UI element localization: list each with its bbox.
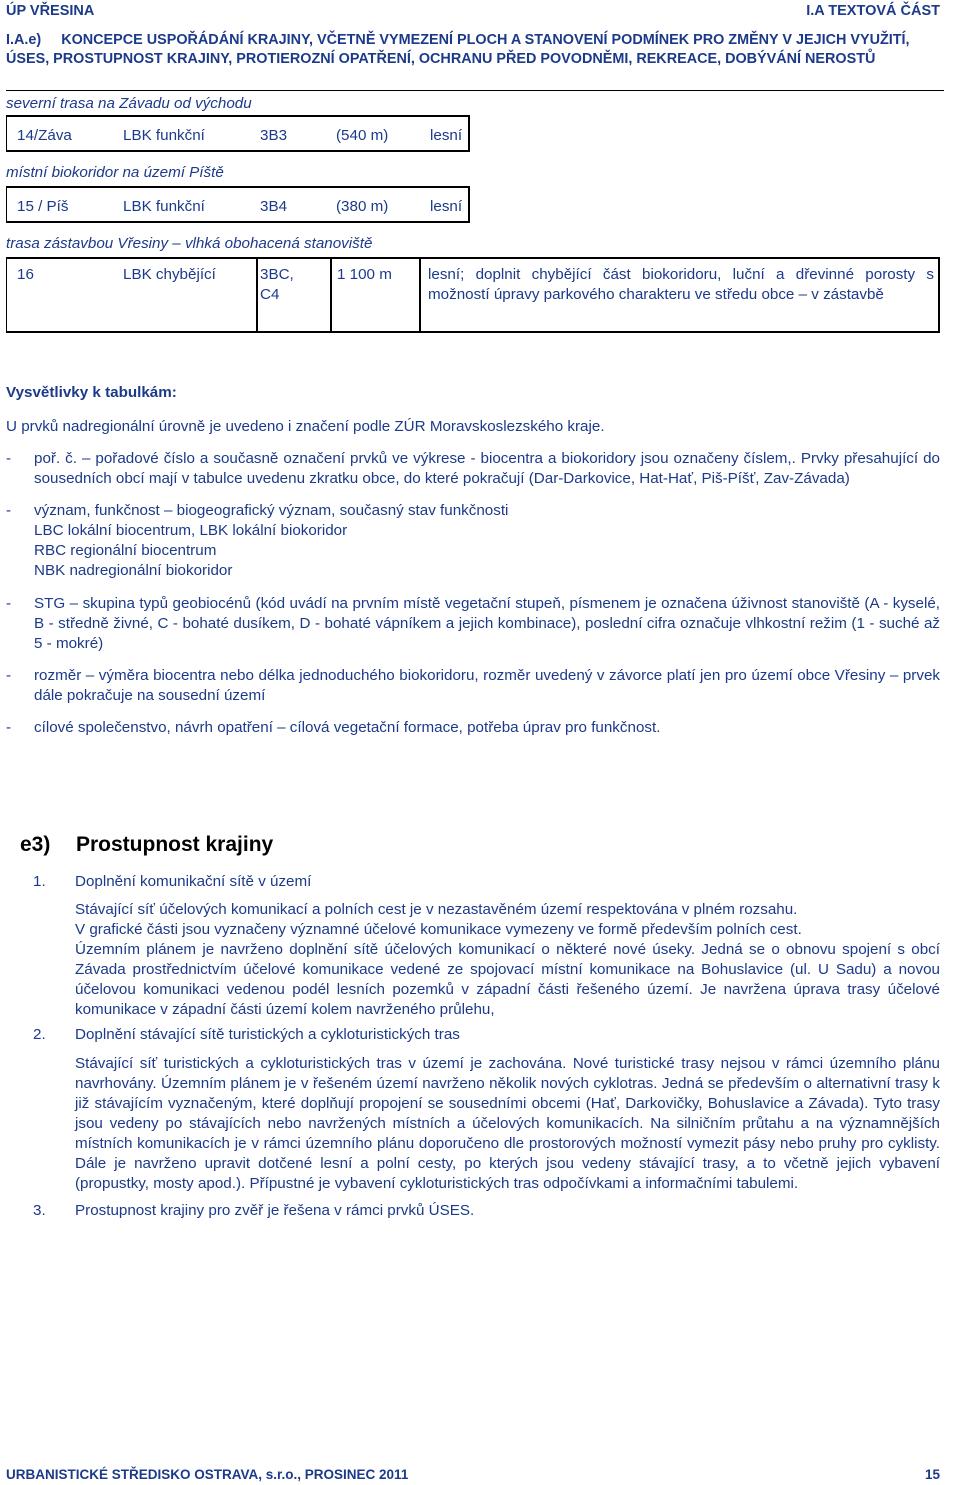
list-item-paragraph: Stávající síť účelových komunikací a polních cest je v nezastavěném území respektována v plném rozsahu. xyxy=(75,901,798,919)
cell-stg: 3B3 xyxy=(260,127,288,144)
legend-abbrev: RBC regionální biocentrum xyxy=(34,542,217,560)
section-label: e3) xyxy=(20,833,51,856)
list-dash: - xyxy=(6,450,12,468)
cell-target: lesní xyxy=(430,127,463,144)
e3-list xyxy=(6,872,940,1221)
uses-table xyxy=(6,93,940,333)
list-number: 2. xyxy=(33,1026,46,1044)
legend-item xyxy=(6,594,940,654)
header-divider xyxy=(6,90,944,91)
table-legend xyxy=(6,383,940,738)
chapter-title: KONCEPCE USPOŘÁDÁNÍ KRAJINY, VČETNĚ VYMEZENÍ PLOCH A STANOVENÍ PODMÍNEK PRO ZMĚNY V JEJICH VYUŽITÍ, ÚSES, PROSTUPNOST KRAJINY, PROTIEROZNÍ OPATŘENÍ, OCHRANU PŘED POVODNĚMI, REKREACE, DOBÝVÁNÍ NEROSTŮ xyxy=(6,32,910,68)
list-item-paragraph: Územním plánem je navrženo doplnění sítě účelových komunikací o některé nové úseky. Jedná se o obnovu spojení s obcí Závada prostřednictvím účelové komunikace vedené ze spojovací místní komunikace na Bohuslavice (ul. U Sadu) a novou účelovou komunikaci vedenou podél lesních pozemků v západní části řešeného území. Je navržena úprava trasy účelové komunikace v západní části území kolem navrženého průlehu, xyxy=(75,941,940,1019)
cell-size: (380 m) xyxy=(336,198,389,215)
column-divider xyxy=(256,257,258,333)
list-dash: - xyxy=(6,666,12,684)
list-item-heading: Doplnění stávající sítě turistických a cykloturistických tras xyxy=(75,1026,460,1044)
list-item xyxy=(6,1201,940,1221)
table-section-title: místní biokoridor na území Píště xyxy=(6,164,224,181)
cell-type: LBK funkční xyxy=(123,127,205,144)
chapter-id: I.A.e) xyxy=(6,32,42,48)
table-section-title: trasa zástavbou Vřesiny – vlhká obohacená stanoviště xyxy=(6,235,373,252)
cell-type: LBK funkční xyxy=(123,198,205,215)
legend-item-text: rozměr – výměra biocentra nebo délka jednoduchého biokoridoru, rozměr uvedený v závorce platí jen pro území obce Vřesiny – prvek dále pokračuje na sousední území xyxy=(34,666,940,704)
legend-item-text: STG – skupina typů geobiocénů (kód uvádí na prvním místě vegetační stupeň, písmenem je označena úživnost stanoviště (A - kyselé, B - středně živné, C - bohaté dusíkem, D - bohaté vápníkem a jejich kombinace), poslední cifra označuje vlhkostní režim (1 - suché až 5 - mokré) xyxy=(34,594,940,652)
legend-item-text: poř. č. – pořadové číslo a současně označení prvků ve výkrese - biocentra a biokoridory jsou označeny číslem,. Prvky přesahující do sousedních obcí mají v tabulce uvedenu zkratku obce, do které pokračují (Dar-Darkovice, Hat-Hať, Piš-Píšť, Zav-Závada) xyxy=(34,450,940,488)
legend-item xyxy=(6,501,940,581)
table-section-title: severní trasa na Závadu od východu xyxy=(6,95,252,112)
table-row xyxy=(6,186,470,223)
legend-title: Vysvětlivky k tabulkám: xyxy=(6,384,177,401)
list-item-heading: Doplnění komunikační sítě v území xyxy=(75,873,312,890)
cell-number: 16 xyxy=(17,266,34,283)
legend-intro: U prvků nadregionální úrovně je uvedeno i značení podle ZÚR Moravskoslezského kraje. xyxy=(6,418,605,436)
cell-target: lesní xyxy=(430,198,463,215)
legend-item xyxy=(6,666,940,706)
cell-size: (540 m) xyxy=(336,127,389,144)
column-divider xyxy=(419,257,421,333)
table-row xyxy=(6,257,940,333)
section-title: Prostupnost krajiny xyxy=(76,833,274,856)
list-dash: - xyxy=(6,594,12,612)
legend-abbrev: LBC lokální biocentrum, LBK lokální biokoridor xyxy=(34,522,348,540)
list-number: 3. xyxy=(33,1201,46,1219)
cell-size: 1 100 m xyxy=(337,266,392,283)
page-number: 15 xyxy=(924,1467,940,1482)
list-item-paragraph: V grafické části jsou vyznačeny významné účelové komunikace vymezeny ve formě především polních cest. xyxy=(75,921,802,939)
table-row xyxy=(6,115,470,152)
cell-type: LBK chybějící xyxy=(123,266,216,283)
list-item-paragraph: Stávající síť turistických a cykloturistických tras v území je zachována. Nové turistické trasy nejsou v rámci územního plánu navrhovány. Územním plánem je v řešeném území navrženo několik nových cyklotras. Jedná se především o alternativní trasy k již stávajícím vyznačeným, které doplňují propojení se sousedními obcemi (Hať, Darkovičky, Bohuslavice a Závada). Tyto trasy jsou vedeny po stávajících nebo navržených místních a účelových komunikacích. Na silničním průtahu a na významnějších místních komunikacích je v rámci územního plánu doporučeno dle prostorových možností vymezit pásy nebo pruhy pro cyklisty. Dále je navrženo upravit dotčené lesní a polní cesty, po kterých jsou vedeny stávající trasy, a to včetně jejich vybavení (propustky, mosty apod.). Přípustné je vybavení cykloturistických tras odpočívkami a informačními tabulemi. xyxy=(75,1054,940,1192)
header-document-name: ÚP VŘESINA xyxy=(6,3,95,19)
cell-number: 14/Záva xyxy=(17,127,72,144)
list-dash: - xyxy=(6,502,12,520)
cell-stg: 3BC, C4 xyxy=(260,266,294,304)
list-item xyxy=(6,1025,940,1194)
cell-number: 15 / Píš xyxy=(17,198,69,215)
footer-organization: URBANISTICKÉ STŘEDISKO OSTRAVA, s.r.o., PROSINEC 2011 xyxy=(6,1467,409,1482)
cell-stg: 3B4 xyxy=(260,198,288,215)
legend-item xyxy=(6,449,940,489)
list-number: 1. xyxy=(33,873,46,890)
cell-target: lesní; doplnit chybějící část biokoridoru, luční a dřevinné porosty s možností úpravy parkového charakteru ve středu obce – v zástavbě xyxy=(428,266,934,304)
column-divider xyxy=(330,257,332,333)
list-item xyxy=(6,872,940,1020)
legend-abbrev: NBK nadregionální biokoridor xyxy=(34,562,233,580)
list-dash: - xyxy=(6,718,12,736)
legend-item-text: význam, funkčnost – biogeografický význam, současný stav funkčnosti xyxy=(34,502,509,520)
header-part-name: I.A TEXTOVÁ ČÁST xyxy=(806,3,940,19)
legend-item xyxy=(6,718,940,738)
chapter-heading xyxy=(6,31,944,69)
list-item-heading: Prostupnost krajiny pro zvěř je řešena v rámci prvků ÚSES. xyxy=(75,1201,475,1219)
legend-item-text: cílové společenstvo, návrh opatření – cílová vegetační formace, potřeba úprav pro funkčnost. xyxy=(34,718,661,736)
